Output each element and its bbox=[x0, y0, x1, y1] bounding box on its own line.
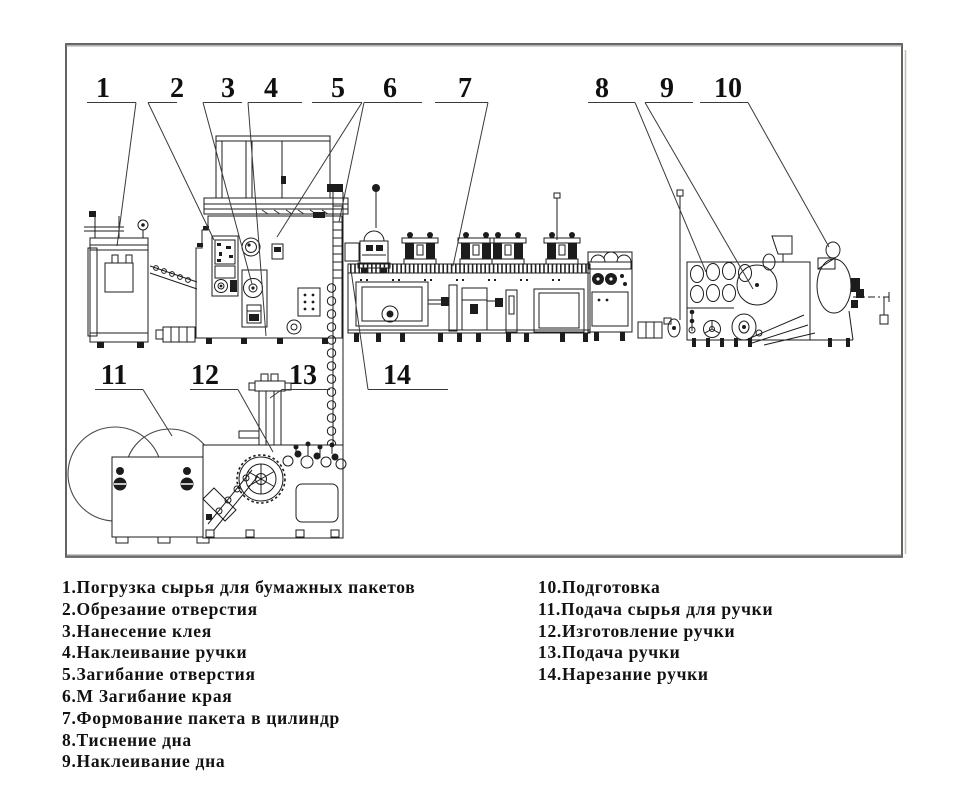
callout-number-11: 11 bbox=[100, 360, 128, 391]
machine-handle-unit bbox=[68, 374, 346, 543]
legend-item-10: 10.Подготовка bbox=[538, 577, 661, 597]
leader-line-11 bbox=[143, 390, 172, 437]
legend-item-4: 4.Наклеивание ручки bbox=[62, 642, 248, 663]
callout-labels bbox=[96, 73, 742, 391]
callout-number-12: 12 bbox=[191, 360, 219, 391]
prep-drum bbox=[817, 259, 851, 313]
legend-column-right bbox=[538, 577, 773, 686]
callout-number-5: 5 bbox=[331, 73, 345, 104]
legend-item-6: 6.М Загибание края bbox=[62, 685, 233, 706]
leader-line-12 bbox=[238, 390, 273, 453]
legend-item-8: 8.Тиснение дна bbox=[62, 729, 192, 750]
machine-feeder bbox=[84, 211, 197, 348]
leader-line-2 bbox=[148, 103, 214, 241]
legend-item-13: 13.Подача ручки bbox=[538, 642, 681, 663]
legend-item-2: 2.Обрезание отверстия bbox=[62, 598, 258, 619]
legend-column-left bbox=[62, 577, 415, 773]
legend-item-11: 11.Подача сырья для ручки bbox=[538, 598, 774, 619]
leader-line-3 bbox=[203, 103, 252, 285]
m-fold-station bbox=[358, 184, 390, 273]
callout-number-14: 14 bbox=[383, 360, 411, 391]
transfer-connector bbox=[638, 318, 680, 338]
machine-bottomer bbox=[687, 236, 889, 347]
callout-number-7: 7 bbox=[458, 73, 472, 104]
callout-number-3: 3 bbox=[221, 73, 235, 104]
leader-line-1 bbox=[117, 103, 136, 247]
callout-number-10: 10 bbox=[714, 73, 742, 104]
legend-item-7: 7.Формование пакета в цилиндр bbox=[62, 707, 340, 728]
leader-line-8 bbox=[635, 103, 706, 273]
callout-number-1: 1 bbox=[96, 73, 110, 104]
machine-bed bbox=[348, 190, 683, 342]
legend-item-1: 1.Погрузка сырья для бумажных пакетов bbox=[62, 577, 416, 597]
handle-web-ladder bbox=[327, 184, 359, 452]
callout-number-4: 4 bbox=[264, 73, 278, 104]
leader-line-9 bbox=[645, 103, 753, 290]
leader-line-10 bbox=[748, 103, 829, 248]
legend-item-9: 9.Наклеивание дна bbox=[62, 751, 226, 772]
machine-former bbox=[196, 136, 348, 344]
legend-item-14: 14.Нарезание ручки bbox=[538, 664, 709, 685]
callout-number-13: 13 bbox=[289, 360, 317, 391]
legend-item-12: 12.Изготовление ручки bbox=[538, 620, 736, 641]
legend-item-5: 5.Загибание отверстия bbox=[62, 664, 256, 685]
bed-end-rollers bbox=[588, 252, 632, 341]
callout-number-6: 6 bbox=[383, 73, 397, 104]
legend-item-3: 3.Нанесение клея bbox=[62, 620, 212, 641]
callout-number-8: 8 bbox=[595, 73, 609, 104]
callout-number-9: 9 bbox=[660, 73, 674, 104]
leader-line-6 bbox=[339, 103, 364, 223]
leader-line-4 bbox=[248, 103, 266, 337]
leader-line-7 bbox=[453, 103, 488, 267]
callout-number-2: 2 bbox=[170, 73, 184, 104]
